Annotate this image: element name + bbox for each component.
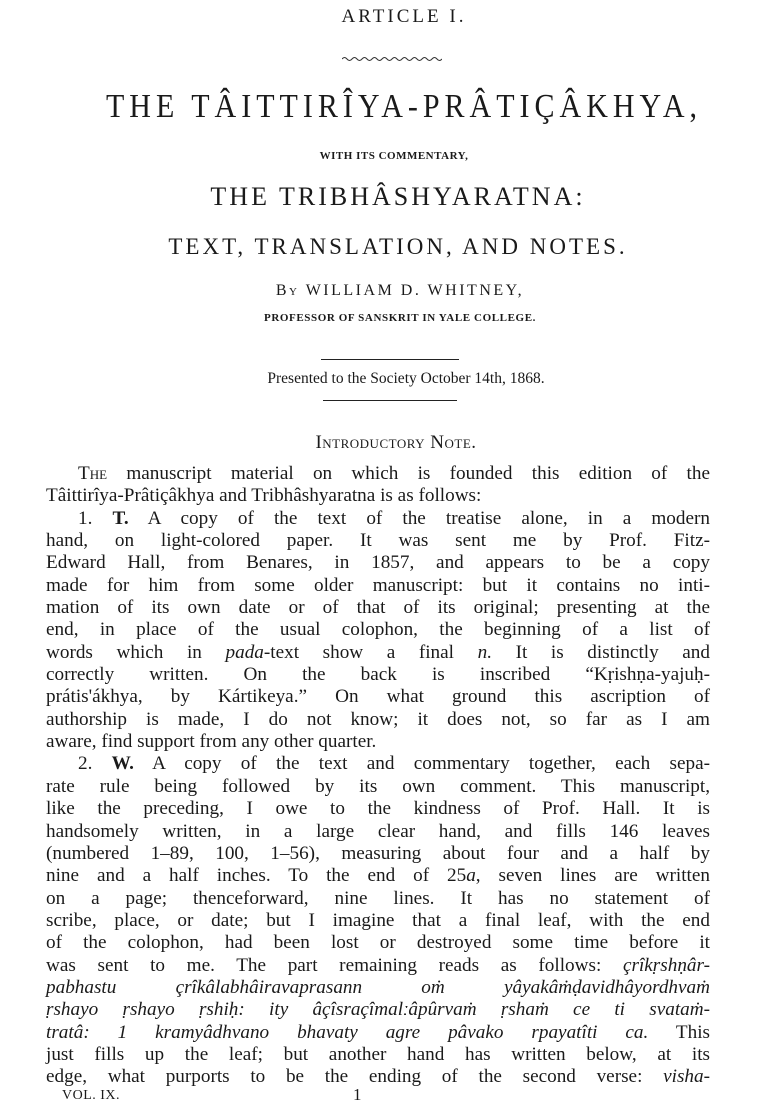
subtitle: THE TRIBHÂSHYARATNA: bbox=[210, 182, 586, 211]
item1-italic-term: n. bbox=[477, 641, 492, 663]
item1-line-4: made for him from some older manuscript: but it contains no inti- bbox=[46, 574, 710, 596]
presented-date: Presented to the Society October 14th, 1868. bbox=[267, 370, 545, 387]
byline bbox=[0, 282, 780, 300]
item2-text: was sent to me. The part remaining reads as follows: bbox=[46, 954, 623, 976]
body-text bbox=[46, 463, 710, 1089]
item2-text: , seven lines are written bbox=[475, 865, 711, 887]
volume-label: VOL. IX. bbox=[62, 1088, 121, 1103]
intro-line-2: Tâittirîya-Prâtiçâkhya and Tribhâshyaratna is as follows: bbox=[46, 485, 482, 507]
item2-line-5: (numbered 1–89, 100, 1–56), measuring about four and a half by bbox=[46, 842, 710, 864]
item1-siglum: T. bbox=[112, 507, 129, 529]
item2-sanskrit-quote: tratâ: 1 kramyâdhvano bhavaty agre pâvako rpayatîti ca. bbox=[46, 1021, 649, 1043]
item2-siglum: W. bbox=[111, 753, 134, 775]
item2-line-15 bbox=[46, 1066, 710, 1088]
item2-sanskrit-quote: visha- bbox=[663, 1066, 710, 1088]
item1-line-11: aware, find support from any other quarter. bbox=[46, 731, 377, 753]
item2-line-14: just fills up the leaf; but another hand has written below, at its bbox=[46, 1043, 710, 1065]
article-label: ARTICLE I. bbox=[341, 6, 467, 27]
intro-lead: The bbox=[78, 463, 108, 484]
item1-line-6: end, in place of the usual colophon, the beginning of a list of bbox=[46, 619, 710, 641]
item2-line-3: like the preceding, I owe to the kindness of Prof. Hall. It is bbox=[46, 798, 710, 820]
item2-text: edge, what purports to be the ending of the second verse: bbox=[46, 1066, 664, 1088]
item1-text: It is distinctly and bbox=[491, 641, 710, 663]
item1-line-1 bbox=[46, 508, 710, 530]
item2-line-10 bbox=[46, 955, 710, 977]
item2-line-12: ṛshayo ṛshayo ṛshiḥ: ity âçîsraçîmalːâpûrvaṁ ṛshaṁ ce ti svataṁ- bbox=[46, 999, 710, 1021]
author-affiliation: PROFESSOR OF SANSKRIT IN YALE COLLEGE. bbox=[264, 312, 536, 324]
item1-line-5: mation of its own date or of that of its original; presenting at the bbox=[46, 597, 710, 619]
main-title: THE TÂITTIRÎYA-PRÂTIÇÂKHYA, bbox=[105, 87, 703, 125]
item1-line-2: hand, on light-colored paper. It was sent me by Prof. Fitz- bbox=[46, 530, 710, 552]
item2-number: 2. bbox=[78, 753, 93, 775]
item2-text: This bbox=[648, 1021, 711, 1043]
item1-line-8: correctly written. On the back is inscribed “Kṛishṇa-yajuḥ- bbox=[46, 664, 710, 686]
intro-line-1 bbox=[46, 463, 710, 485]
page-number: 1 bbox=[353, 1085, 362, 1104]
item1-text: A copy of the text of the treatise alone, in a modern bbox=[128, 507, 710, 529]
divider-bottom bbox=[323, 400, 457, 402]
wavy-rule-ornament bbox=[342, 56, 442, 62]
item2-line-1 bbox=[46, 753, 710, 775]
item1-line-3: Edward Hall, from Benares, in 1857, and appears to be a copy bbox=[46, 552, 710, 574]
item2-sanskrit-quote: çrîkṛshṇâr- bbox=[622, 954, 710, 976]
item1-number: 1. bbox=[78, 507, 93, 529]
divider-top bbox=[321, 359, 459, 361]
item1-line-7 bbox=[46, 642, 710, 664]
item1-line-9: prátis'ákhya, by Kártikeya.” On what ground this ascription of bbox=[46, 686, 710, 708]
item2-line-7: on a page; thenceforward, nine lines. It has no statement of bbox=[46, 887, 710, 909]
item2-line-4: handsomely written, in a large clear hand, and fills 146 leaves bbox=[46, 820, 710, 842]
item2-line-13 bbox=[46, 1022, 710, 1044]
item2-italic-term: a bbox=[466, 865, 476, 887]
item2-line-8: scribe, place, or date; but I imagine that a final leaf, with the end bbox=[46, 909, 710, 931]
item1-italic-term: pada bbox=[225, 641, 264, 663]
text-translation-notes: TEXT, TRANSLATION, AND NOTES. bbox=[168, 234, 628, 259]
item1-text: -text show a final bbox=[263, 641, 478, 663]
item2-text: A copy of the text and commentary together, each sepa- bbox=[133, 753, 711, 775]
section-heading bbox=[0, 432, 780, 454]
item2-line-9: of the colophon, had been lost or destroyed some time before it bbox=[46, 932, 710, 954]
section-heading-text: Introductory Note. bbox=[315, 432, 477, 453]
item2-line-6 bbox=[46, 865, 710, 887]
item2-line-11: pabhastu çrîkâlabhâiravaprasann oṁ yâyakâṁḍavidhâyordhvaṁ bbox=[46, 976, 710, 998]
author-name: WILLIAM D. WHITNEY, bbox=[305, 282, 525, 299]
item2-text: nine and a half inches. To the end of 25 bbox=[46, 865, 467, 887]
with-commentary-line: WITH ITS COMMENTARY, bbox=[319, 150, 469, 162]
item1-text: words which in bbox=[46, 641, 226, 663]
byline-by: By bbox=[275, 282, 300, 299]
intro-text: manuscript material on which is founded this edition of the bbox=[107, 463, 710, 484]
item1-line-10: authorship is made, I do not know; it does not, so far as I am bbox=[46, 708, 710, 730]
item2-line-2: rate rule being followed by its own comment. This manuscript, bbox=[46, 775, 710, 797]
